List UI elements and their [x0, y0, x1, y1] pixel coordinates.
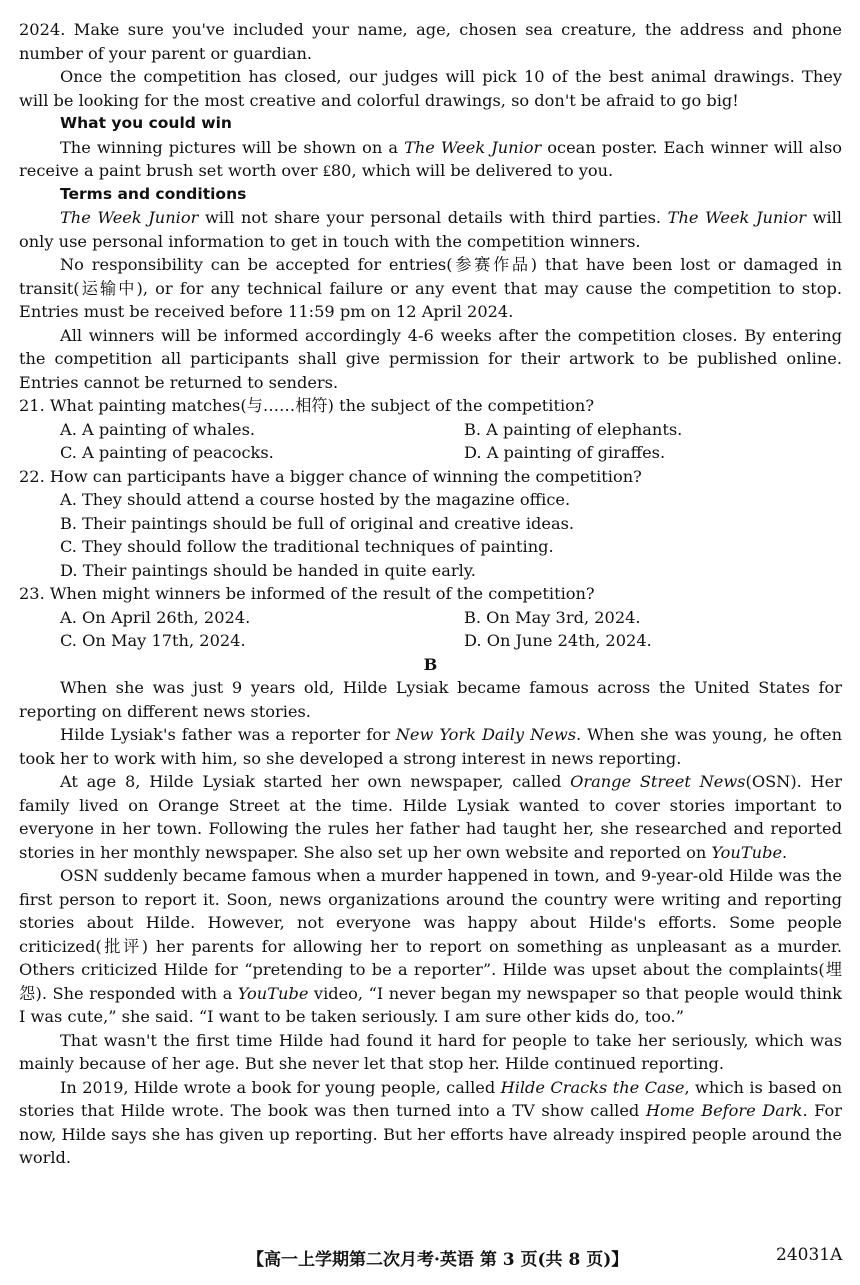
- option-23-d: D. On June 24th, 2024.: [464, 631, 652, 650]
- option-21-b: B. A painting of elephants.: [464, 419, 683, 439]
- text-run: The winning pictures will be shown on a: [60, 137, 405, 157]
- option-23-a: A. On April 26th, 2024.: [60, 607, 251, 627]
- footer-label: 【高一上学期第二次月考·英语 第 3 页(共 8 页)】: [247, 1250, 629, 1270]
- passage-b-paragraph: [19, 770, 842, 864]
- passage-a-paragraph: 2024. Make sure you've included your name, age, chosen sea creature, the address and phone number of your parent or guardian.: [19, 20, 842, 63]
- passage-a-paragraph: No responsibility can be accepted for entries(参赛作品) that have been lost or damaged in transit(运输中), or for any technical failure or any event that may cause the competition to stop. Entries must be received before 11:59 pm on 12 April 2024.: [19, 255, 842, 321]
- exam-page: [19, 18, 842, 1170]
- options-row: [19, 629, 842, 653]
- option-23-b: B. On May 3rd, 2024.: [464, 607, 641, 627]
- section-heading-terms: Terms and conditions: [60, 184, 247, 203]
- text-run: (OSN). Her family lived on Orange Street at the time. Hilde Lysiak wanted to cover stories important to everyone in her town. Following the rules her father had taught her, she researched and reported stories in her monthly newspaper. She also set up her own website and reported on: [19, 772, 842, 862]
- option-21-d: D. A painting of giraffes.: [464, 443, 666, 462]
- book-title: Hilde Cracks the Case: [500, 1077, 685, 1097]
- page-footer: [0, 1245, 860, 1271]
- text-run: will not share your personal details with third parties.: [198, 208, 668, 227]
- text-run: video, “I never began my newspaper so that people would think I was cute,” she said. “I want to be taken seriously. I am sure other kids do, too.”: [19, 983, 842, 1026]
- passage-a-paragraph: [19, 136, 842, 183]
- options-row: [19, 441, 842, 465]
- exam-code: 24031A: [776, 1245, 843, 1265]
- newspaper-title: Orange Street News: [570, 772, 746, 791]
- passage-b-paragraph: [19, 723, 842, 770]
- section-b-heading: B: [423, 654, 438, 674]
- passage-a-paragraph: Once the competition has closed, our judges will pick 10 of the best animal drawings. They will be looking for the most creative and colorful drawings, so don't be afraid to go big!: [19, 67, 842, 110]
- passage-b-paragraph: [19, 1076, 842, 1170]
- options-row: [19, 606, 842, 630]
- passage-b-paragraph: When she was just 9 years old, Hilde Lysiak became famous across the United States for reporting on different news stories.: [19, 678, 842, 721]
- show-title: Home Before Dark: [645, 1101, 803, 1120]
- platform-name: YouTube: [237, 983, 309, 1003]
- passage-b-paragraph: [19, 864, 842, 1029]
- option-21-a: A. A painting of whales.: [60, 419, 256, 439]
- question-22: 22. How can participants have a bigger chance of winning the competition?: [19, 466, 642, 486]
- passage-a-paragraph: All winners will be informed accordingly 4-6 weeks after the competition closes. By entering the competition all participants shall give permission for their artwork to be published online. Entries cannot be returned to senders.: [19, 325, 842, 392]
- options-row: [19, 418, 842, 442]
- text-run: Hilde Lysiak's father was a reporter for: [60, 725, 396, 744]
- text-run: will only use personal information to get in touch with the competition winners.: [19, 208, 842, 251]
- platform-name: YouTube: [711, 842, 783, 862]
- question-21: 21. What painting matches(与……相符) the subject of the competition?: [19, 396, 595, 415]
- text-run: ocean poster. Each winner will also receive a paint brush set worth over ₤80, which will be delivered to you.: [19, 137, 843, 180]
- text-run: .: [782, 842, 788, 862]
- newspaper-title: New York Daily News: [395, 725, 576, 744]
- text-run: OSN suddenly became famous when a murder happened in town, and 9-year-old Hilde was the first person to report it. Soon, news organizations around the country were writing and reporting stories about Hilde. However, not everyone was happy about Hilde's efforts. Some people criticized(批评) her parents for allowing her to report on something as unpleasant as a murder. Others criticized Hilde for “pretending to be a reporter”. Hilde was upset about the complaints(埋怨). She responded with a: [19, 866, 842, 1003]
- option-22-a: A. They should attend a course hosted by the magazine office.: [60, 490, 571, 509]
- text-run: , which is based on stories that Hilde wrote. The book was then turned into a TV show called: [19, 1077, 842, 1120]
- magazine-title: The Week Junior: [404, 137, 542, 157]
- text-run: . For now, Hilde says she has given up reporting. But her efforts have already inspired people around the world.: [19, 1101, 843, 1167]
- text-run: . When she was young, he often took her to work with him, so she developed a strong interest in news reporting.: [19, 725, 842, 768]
- option-22-b: B. Their paintings should be full of original and creative ideas.: [60, 513, 575, 533]
- section-heading-win: What you could win: [60, 114, 232, 132]
- option-22-c: C. They should follow the traditional techniques of painting.: [60, 537, 554, 556]
- option-23-c: C. On May 17th, 2024.: [60, 631, 246, 650]
- option-22-d: D. Their paintings should be handed in quite early.: [60, 560, 476, 580]
- magazine-title: The Week Junior: [60, 208, 199, 227]
- text-run: In 2019, Hilde wrote a book for young people, called: [60, 1077, 501, 1097]
- passage-a-paragraph: [19, 206, 842, 253]
- passage-b-paragraph: That wasn't the first time Hilde had found it hard for people to take her seriously, which was mainly because of her age. But she never let that stop her. Hilde continued reporting.: [19, 1030, 842, 1073]
- magazine-title: The Week Junior: [667, 208, 806, 227]
- question-23: 23. When might winners be informed of the result of the competition?: [19, 584, 595, 603]
- option-21-c: C. A painting of peacocks.: [60, 443, 274, 462]
- text-run: At age 8, Hilde Lysiak started her own newspaper, called: [60, 772, 571, 791]
